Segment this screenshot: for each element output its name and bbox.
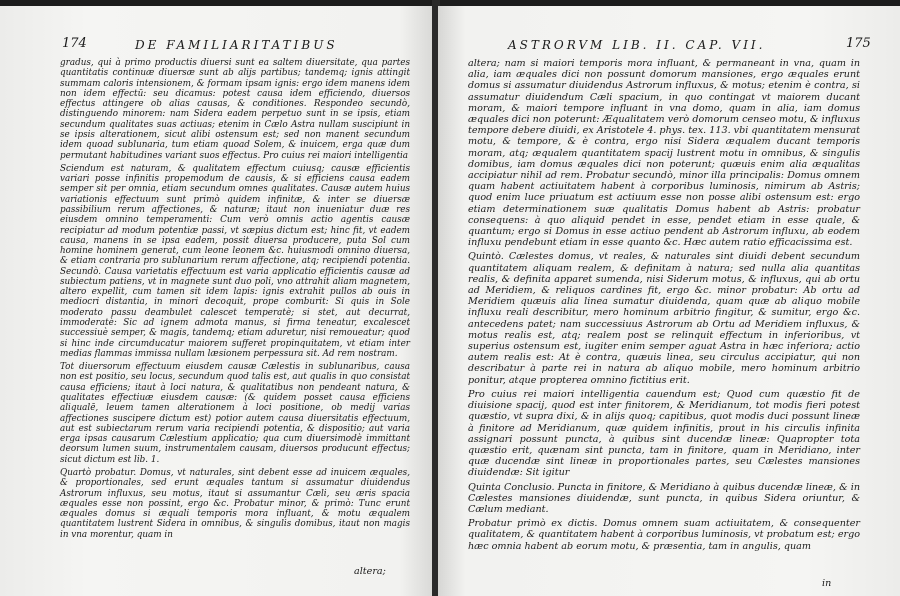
running-header: ASTRORVM LIB. II. CAP. VII. — [508, 38, 766, 52]
paragraph: Quintò. Cælestes domus, vt reales, & naturales sint diuidi debent secundum quantitatem aliquam realem, & definitam à natura; sed nulla alia quantitas realis, & definita apparet sumenda, nisi Siderum motus, & influxus, qui ab ortu ad Meridiem, & reliquos cardines fit, ergo &c. minor probatur: Ab ortu ad Meridiem quæuis alia linea sumatur diuidenda, quam quæ ab aliquo mobile influxu reali describitur, mero hominum arbitrio fingitur, & sumitur, ergo &c. antecedens patet; nam successiuus Astrorum ab Ortu ad Meridiem influxus, & motus realis est, atq; realem post se relinquit effectum in inferioribus, vt superius ostensum est, iugiter enim semper aguat Astra in hæc inferiora; actio autem realis est: At è contra, quæuis linea, seu circulus accipiatur, qui non describatur à parte rei in natura ab aliquo mobile, mero hominum arbitrio ponitur, atque propterea omnino fictitius erit. — [468, 251, 860, 386]
right-page — [438, 6, 900, 596]
paragraph: Quinta Conclusio. Puncta in finitore, & Meridiano à quibus ducendæ lineæ, & in Cælestes mansiones diuidendæ, sunt puncta, in quibus Sidera oriuntur, & Cælum mediant. — [468, 481, 860, 515]
left-page — [0, 6, 434, 596]
paragraph: altera; nam si maiori temporis mora influant, & permaneant in vna, quam in alia, iam æquales dici non possunt domorum mansiones, ergo æquales erunt domus si assumatur diuidendus Astrorum influxus, & motus; etenim è contra, si assumatur diuidendum Cæli spacium, in quo contingat vt maiorem ducant moram, & maiori tempore influant in vna domo, quam in alia, iam domus æquales dici non poterunt: Æqualitatem verò domorum censeo motu, & influxus tempore debere diuidi, ex Aristotele 4. phys. tex. 113. vbi quantitatem mensurat motu, & tempore, & è contra, ergo nisi Sidera æqualem ducant temporis moram, atq; æqualem quantitatem spacij lustrent motu in omnibus, & singulis domibus, iam domus æquales dici non poterunt; quæuis enim alia æqualitas accipiatur nihil ad rem. Probatur secundò, minor illa principalis: Domus omnem quam habent actiuitatem habent à corporibus luminosis, nimirum ab Astris; quod enim luce priuatum est actiuum esse non posse alibi ostensum est: ergo etiam determinationem suæ qualitatis Domus habent ab Astris: probatur consequens: à quo aliquid pendet in esse, pendet etiam in esse quale, & quantum; ergo si Domus in esse actiuo pendent ab Astrorum influxu, ab eodem influxu pendebunt etiam in esse quanto &c. Hæc autem ratio efficacissima est. — [468, 58, 860, 249]
paragraph: Probatur primò ex dictis. Domus omnem suam actiuitatem, & consequenter qualitatem, & quantitatem habent à corporibus luminosis, vt probatum est; ergo hæc omnia habent ab eorum motu, & præsentia, tam in angulis, quam — [468, 518, 860, 552]
page-number: 175 — [846, 36, 871, 51]
paragraph: Tot diuersorum effectuum eiusdem causæ Cælestis in sublunaribus, causa non est positio, seu locus, secundum quod talis est, aut qualis in quo consistat causa efficiens; itaut à loci natura, & qualitatibus non pendeant natura, & qualitates effectiuæ eiusdem causæ: (& quidem posset causa efficiens aliqualē, leuem tamen alterationem à loci positione, ob medij varias affectiones suscipere dictum est) potior autem causa diuersitatis effectuum, aut est subiectarum rerum varia recipiendi potentia, & dispositio; aut varia erga ipsas causarum Cælestium applicatio; qua cum diuersimodè immittant deorsum lumen suum, instrumentalem causam, diuersos producunt effectus; sicut dictum est lib. 1. — [60, 362, 410, 465]
paragraph: Quartò probatur. Domus, vt naturales, sint debent esse ad inuicem æquales, & proportionales, sed erunt æquales tantum si assumatur diuidendus Astrorum influxus, seu motus, itaut si assumantur Cæli, seu æris spacia æquales esse non possint, ergo &c. Probatur minor, & primò: Tunc erunt æquales domus si æquali temporis mora influant, & motu æqualem quantitatem lustrent Sidera in omnibus, & singulis domibus, itaut non magis in vna morentur, quam in — [60, 467, 410, 540]
paragraph: gradus, qui à primo productis diuersi sunt ea saltem diuersitate, qua partes quantitatis continuæ diuersæ sunt ab alijs partibus; tandemq; ignis attingit summam caloris intensionem, & formam ipsam ignis: ergo idem manens idem non idem effectū: seu dicamus: potest causa idem efficiendo, diuersos effectus attingere ob alias causas, & conditiones. Respondeo secundò, distinguendo minorem: nam Sidera eadem perpetuo sunt in se ipsis, etiam secundum qualitates suas actiuas; etenim in Cælo Astra nullam suscipiunt in se ipsis alterationem, sicut alibi ostensum est; sed non manent secundum idem quoad sublunaria, tum etiam quoad Solem, & inuicem, erga quæ dum permutant habitudines variant suos effectus. Pro cuius rei maiori intelligentia — [60, 58, 410, 161]
page-number: 174 — [62, 36, 87, 51]
text-block — [468, 58, 860, 555]
running-header: DE FAMILIARITATIBUS — [135, 38, 338, 52]
paragraph: Sciendum est naturam, & qualitatem effectum cuiusq; causæ efficientis variari posse infinitis propemodum de causis, & si efficiens causa eadem semper sit per omnia, etiam secundum omnes qualitates. Causæ autem huius variationis effectuum sunt primò quidem infinitæ, & inter se diuersæ passibilium rerum affectiones, & naturæ; itaut non inueniatur duæ res eiusdem omnino temperamenti: Cum verò omnis actio agentis causæ recipiatur ad modum potentiæ passi, vt sæpius dictum est; hinc fit, vt eadem causa, manens in se ipsa eadem, possit diuersa producere, puta Sol cum homine hominem generat, cum leone leonem &c. huiusmodi omnino diuersa, & etiam contraria pro sublunarium rerum affectione, atq; recipiendi potentia. Secundò. Causa varietatis effectuum est varia applicatio efficientis causæ ad subiectum patiens, vt in magnete sunt duo poli, vno attrahit aliam magnetem, altero expellit, cum tamen sit idem lapis: ignis extrahit pullos ab ouis in mediocri distantia, in minori decoquit, prope comburit: Si quis in Sole moderato passu deambulet calescet temperatè; si stet, aut decurrat, immoderatè: Sic ad ignem admota manus, si firma teneatur, excalescet successiuè semper, & magis, tandemq; etiam aduretur, nisi remoueatur; quod si hinc inde circumducatur maiorem sufferet propinquitatem, vt etiam inter medias flammas immissa nullam læsionem perpessura sit. Ad rem nostram. — [60, 163, 410, 359]
text-block — [60, 58, 410, 543]
catchword: in — [822, 578, 832, 589]
paragraph: Pro cuius rei maiori intelligentia cauendum est; Quod cum quæstio fit de diuisione spacij, quod est inter finitorem, & Meridianum, tot modis fieri potest quæstio, vt supra dixi, & in alijs quoq; capitibus, quot modis duci possunt lineæ à finitore ad Meridianum, quæ quidem infinitis, prout in his circulis infinita assignari possunt puncta, à quibus sint ducendæ lineæ: Quapropter tota quæstio erit, quænam sint puncta, tam in finitore, quam in Meridiano, inter quæ ducendæ sint lineæ in proportionales partes, seu Cælestes mansiones diuidendæ: Sit igitur — [468, 388, 860, 479]
catchword: altera; — [354, 566, 386, 577]
